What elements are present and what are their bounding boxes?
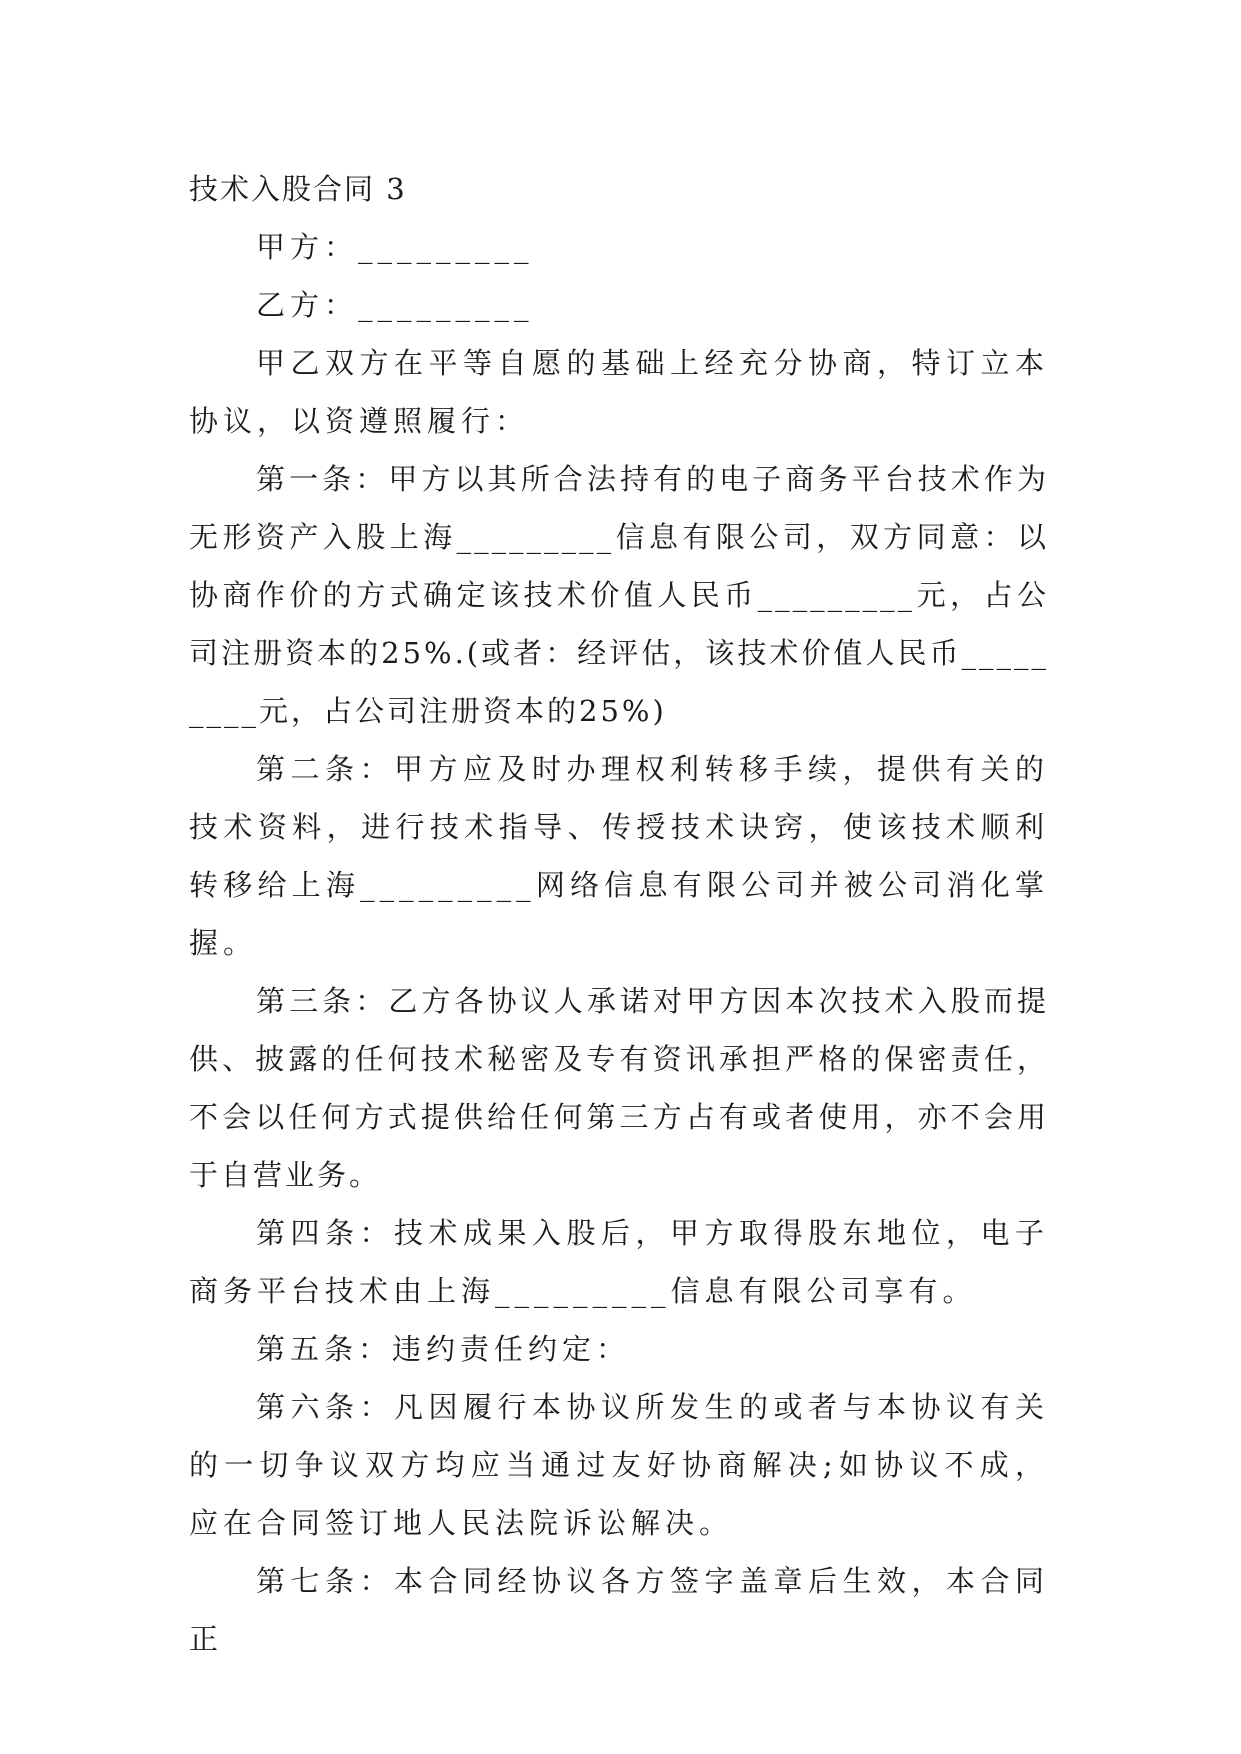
party-a-line: 甲方：_________ [256, 230, 534, 264]
article-1: 第一条：甲方以其所合法持有的电子商务平台技术作为无形资产入股上海_________信息有限公司，双方同意：以协商作价的方式确定该技术价值人民币_________元，占公司注册资本的25%.(或者：经评估，该技术价值人民币_________元，占公司注册资本的25%) [189, 462, 1049, 728]
article-3: 第三条：乙方各协议人承诺对甲方因本次技术入股而提供、披露的任何技术秘密及专有资讯承担严格的保密责任，不会以任何方式提供给任何第三方占有或者使用，亦不会用于自营业务。 [189, 984, 1049, 1192]
intro-paragraph: 甲乙双方在平等自愿的基础上经充分协商，特订立本协议，以资遵照履行： [189, 346, 1049, 438]
article-2: 第二条：甲方应及时办理权利转移手续，提供有关的技术资料，进行技术指导、传授技术诀窍，使该技术顺利转移给上海_________网络信息有限公司并被公司消化掌握。 [189, 752, 1049, 960]
party-b-line: 乙方：_________ [256, 288, 534, 322]
document-title: 技术入股合同 3 [189, 172, 407, 206]
article-5: 第五条：违约责任约定： [256, 1332, 631, 1366]
document-body [189, 160, 1049, 1668]
article-7: 第七条：本合同经协议各方签字盖章后生效，本合同正 [189, 1564, 1049, 1656]
article-6: 第六条：凡因履行本协议所发生的或者与本协议有关的一切争议双方均应当通过友好协商解决;如协议不成，应在合同签订地人民法院诉讼解决。 [189, 1390, 1049, 1540]
article-4: 第四条：技术成果入股后，甲方取得股东地位，电子商务平台技术由上海_________信息有限公司享有。 [189, 1216, 1049, 1308]
